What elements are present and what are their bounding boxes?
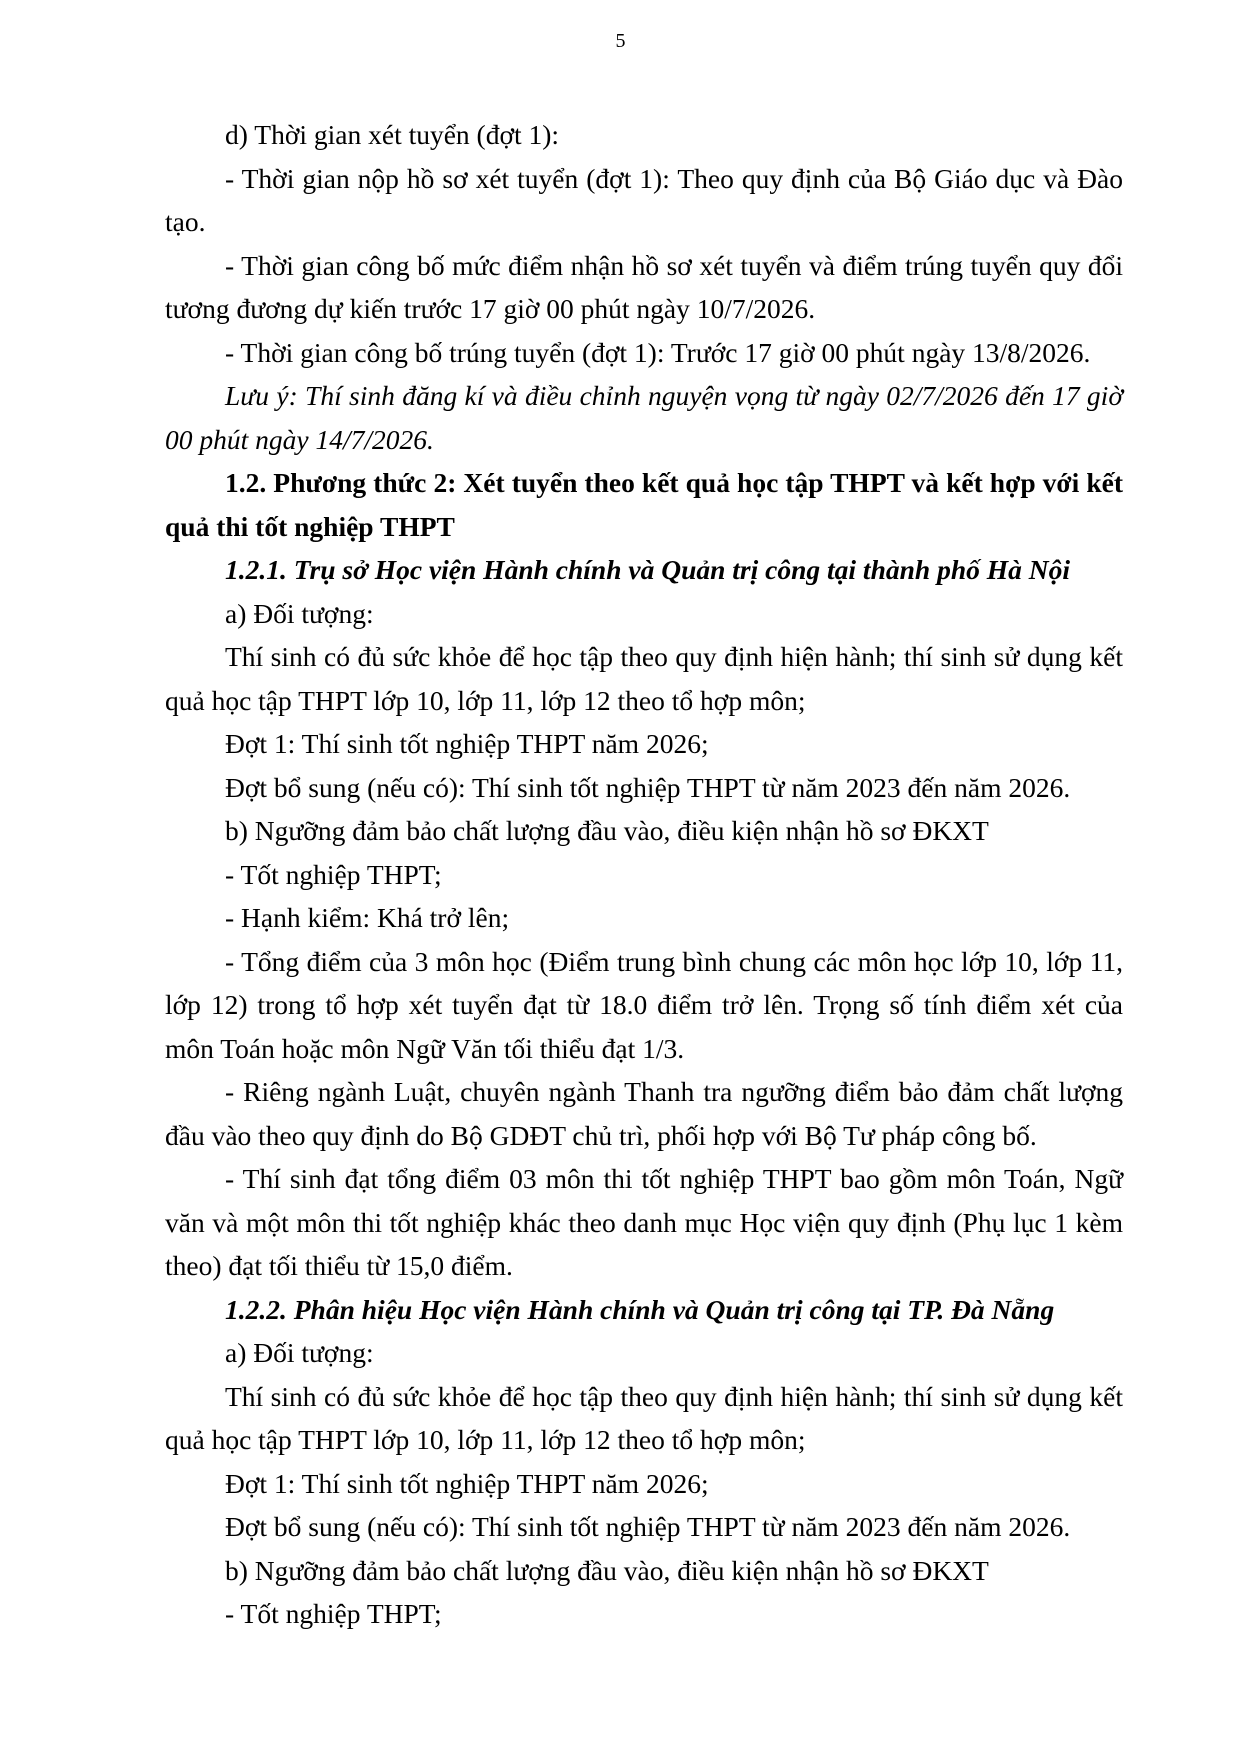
paragraph-conduct-requirement: - Hạnh kiểm: Khá trở lên; [225, 902, 510, 933]
paragraph-total-score-requirement: - Tổng điểm của 3 môn học (Điểm trung bình chung các môn học lớp 10, lớp 11, lớp 12) trong tổ hợp xét tuyển đạt từ 18.0 điểm trở lên. Trọng số tính điểm xét của môn Toán hoặc môn Ngữ Văn tối thiểu đạt 1/3. [165, 945, 1123, 1064]
paragraph-supplementary-round: Đợt bổ sung (nếu có): Thí sinh tốt nghiệp THPT từ năm 2023 đến năm 2026. [225, 771, 1071, 803]
paragraph-round-1-danang: Đợt 1: Thí sinh tốt nghiệp THPT năm 2026; [225, 1467, 709, 1499]
paragraph-target-description: Thí sinh có đủ sức khỏe để học tập theo quy định hiện hành; thí sinh sử dụng kết quả học tập THPT lớp 10, lớp 11, lớp 12 theo tổ hợp môn; [165, 641, 1123, 716]
paragraph-admission-time-heading: d) Thời gian xét tuyển (đợt 1): [225, 119, 560, 150]
paragraph-supplementary-round-danang: Đợt bổ sung (nếu có): Thí sinh tốt nghiệp THPT từ năm 2023 đến năm 2026. [225, 1511, 1071, 1542]
section-heading-method-2: 1.2. Phương thức 2: Xét tuyển theo kết quả học tập THPT và kết hợp với kết quả thi tốt nghiệp THPT [165, 467, 1123, 542]
paragraph-application-submission-time: - Thời gian nộp hồ sơ xét tuyển (đợt 1): Theo quy định của Bộ Giáo dục và Đào tạo. [165, 162, 1123, 237]
paragraph-target-description-danang: Thí sinh có đủ sức khỏe để học tập theo quy định hiện hành; thí sinh sử dụng kết quả học tập THPT lớp 10, lớp 11, lớp 12 theo tổ hợp môn; [165, 1380, 1123, 1455]
paragraph-target-heading: a) Đối tượng: [225, 597, 374, 629]
paragraph-round-1: Đợt 1: Thí sinh tốt nghiệp THPT năm 2026; [225, 728, 709, 759]
paragraph-note: Lưu ý: Thí sinh đăng kí và điều chỉnh nguyện vọng từ ngày 02/7/2026 đến 17 giờ 00 phút ngày 14/7/2026. [165, 380, 1123, 455]
subsection-heading-danang: 1.2.2. Phân hiệu Học viện Hành chính và Quản trị công tại TP. Đà Nẵng [225, 1293, 1055, 1325]
document-body [165, 113, 1123, 1636]
paragraph-law-major-requirement: - Riêng ngành Luật, chuyên ngành Thanh tra ngưỡng điểm bảo đảm chất lượng đầu vào theo quy định do Bộ GDĐT chủ trì, phối hợp với Bộ Tư pháp công bố. [165, 1076, 1123, 1151]
paragraph-exam-score-requirement: - Thí sinh đạt tổng điểm 03 môn thi tốt nghiệp THPT bao gồm môn Toán, Ngữ văn và một môn thi tốt nghiệp khác theo danh mục Học viện quy định (Phụ lục 1 kèm theo) đạt tối thiểu từ 15,0 điểm. [165, 1163, 1123, 1281]
paragraph-graduation-requirement: - Tốt nghiệp THPT; [225, 858, 442, 890]
paragraph-admission-result-time: - Thời gian công bố trúng tuyển (đợt 1): Trước 17 giờ 00 phút ngày 13/8/2026. [225, 336, 1091, 368]
paragraph-graduation-requirement-danang: - Tốt nghiệp THPT; [225, 1598, 442, 1629]
subsection-heading-hanoi: 1.2.1. Trụ sở Học viện Hành chính và Quản trị công tại thành phố Hà Nội [225, 554, 1071, 585]
paragraph-score-announcement-time: - Thời gian công bố mức điểm nhận hồ sơ xét tuyển và điểm trúng tuyển quy đổi tương đương dự kiến trước 17 giờ 00 phút ngày 10/7/2026. [165, 249, 1123, 324]
page-number: 5 [615, 30, 626, 52]
paragraph-threshold-heading: b) Ngưỡng đảm bảo chất lượng đầu vào, điều kiện nhận hồ sơ ĐKXT [225, 815, 989, 846]
paragraph-target-heading-danang: a) Đối tượng: [225, 1337, 374, 1368]
paragraph-threshold-heading-danang: b) Ngưỡng đảm bảo chất lượng đầu vào, điều kiện nhận hồ sơ ĐKXT [225, 1554, 989, 1586]
